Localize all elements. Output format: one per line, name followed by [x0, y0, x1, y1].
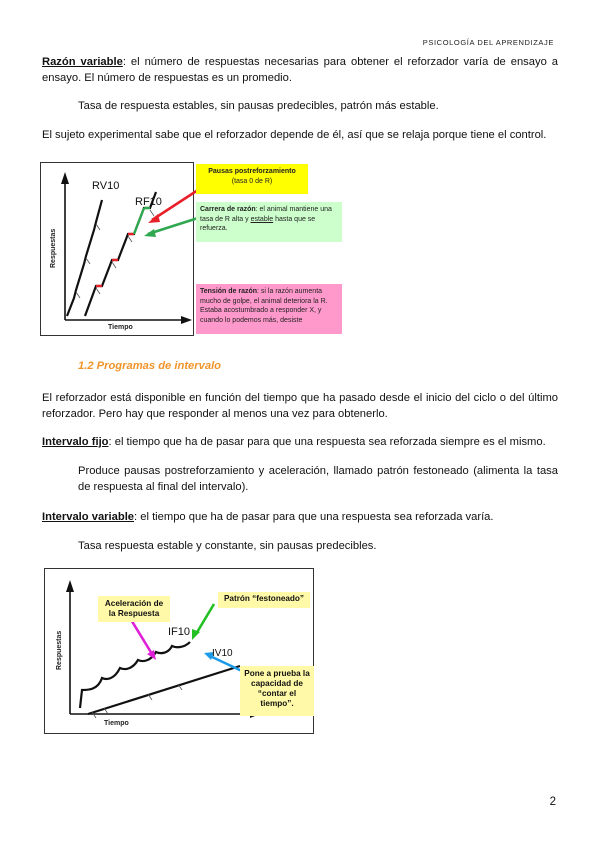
rf10-label: RF10 [135, 196, 162, 208]
figure-razon [40, 158, 350, 338]
callout-pausas [196, 164, 308, 194]
intervalo-fijo-term: Intervalo fijo [42, 436, 109, 448]
control-paragraph: El sujeto experimental sabe que el reforzador depende de él, así que se relaja porque tiene el control. [42, 129, 547, 141]
y-axis-arrow [61, 172, 69, 184]
razon-variable-term: Razón variable [42, 56, 123, 68]
running-header: PSICOLOGÍA DEL APRENDIZAJE [422, 38, 554, 47]
rf10-runs [134, 208, 150, 234]
intervalo-intro: El reforzador está disponible en función del tiempo que ha pasado desde el inicio del ciclo o del último reforzador. Pero hay que responder al menos una vez para obtenerlo. [42, 392, 558, 420]
callout-carrera-end: hasta que se refuerza. [200, 215, 316, 232]
y-axis-arrow [66, 580, 74, 592]
page-number: 2 [549, 796, 556, 808]
callout-pausas-title: Pausas postreforzamiento [208, 168, 296, 175]
y-axis-label: Respuestas [56, 630, 63, 670]
callout-carrera-title: Carrera de razón [200, 206, 256, 213]
rf10-pauses [96, 234, 134, 286]
razon-variable-paragraph [42, 54, 558, 86]
rv10-curve [67, 200, 102, 316]
callout-tension-title: Tensión de razón [200, 288, 258, 295]
iv10-label: IV10 [212, 648, 233, 659]
section-title: 1.2 Programas de intervalo [78, 360, 222, 372]
callout-tension-text: : si la razón aumenta mucho de golpe, el animal deteriora la R. Estaba acostumbrado a responder X, y cuando lo podemos más, desiste [200, 288, 328, 324]
x-axis-label: Tiempo [104, 720, 129, 727]
razon-variable-text: : el número de respuestas necesarias para obtener el reforzador varía de ensayo a ensayo. El número de respuestas es un promedio. [42, 56, 558, 84]
callout-prueba: Pone a prueba la capacidad de “contar el tiempo”. [240, 666, 314, 716]
intervalo-fijo-text: : el tiempo que ha de pasar para que una respuesta sea reforzada siempre es el mismo. [108, 436, 546, 448]
intervalo-variable-detail: Tasa respuesta estable y constante, sin pausas predecibles. [78, 540, 377, 552]
razon-variable-detail: Tasa de respuesta estables, sin pausas predecibles, patrón más estable. [78, 100, 439, 112]
intervalo-fijo-paragraph [42, 434, 558, 450]
iv10-line [88, 666, 240, 714]
intervalo-variable-term: Intervalo variable [42, 511, 135, 523]
x-axis-label: Tiempo [108, 324, 133, 331]
callout-carrera-term: estable [250, 215, 274, 223]
callout-carrera-text: : el animal mantiene una tasa de R alta y [200, 206, 332, 223]
callout-aceleracion: Aceleración de la Respuesta [98, 596, 170, 622]
callout-pausas-sub: (tasa 0 de R) [231, 177, 273, 185]
intervalo-variable-paragraph [42, 509, 558, 525]
y-axis-label: Respuestas [50, 228, 57, 268]
green-arrow-head [144, 229, 156, 237]
if10-label: IF10 [168, 626, 191, 638]
magenta-arrow-line [130, 618, 152, 654]
x-axis-arrow [181, 316, 192, 324]
callout-tension [196, 284, 342, 334]
intervalo-fijo-detail: Produce pausas postreforzamiento y aceleración, llamado patrón festoneado (alimenta la tasa de respuesta al final del intervalo). [78, 465, 558, 493]
green-arrow-line [196, 604, 214, 634]
figure-intervalo [44, 568, 314, 734]
intervalo-variable-text: : el tiempo que ha de pasar para que una respuesta sea reforzada varía. [134, 511, 494, 523]
callout-carrera [196, 202, 342, 242]
callout-patron: Patrón “festoneado” [218, 592, 310, 608]
rv10-label: RV10 [92, 180, 120, 192]
rf10-curve [85, 192, 156, 316]
